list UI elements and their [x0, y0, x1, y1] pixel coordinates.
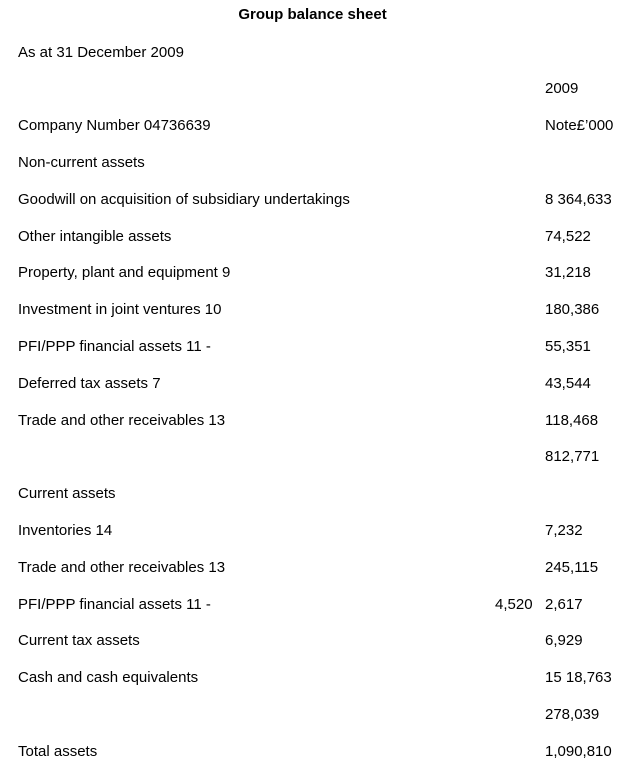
table-row — [0, 520, 625, 542]
row-value: 15 18,763 — [545, 669, 612, 686]
table-row — [0, 226, 625, 248]
row-label: Current assets — [18, 485, 116, 502]
row-label: PFI/PPP financial assets 11 - — [18, 596, 211, 613]
table-row — [0, 78, 625, 100]
row-label: Trade and other receivables 13 — [18, 412, 226, 429]
row-label: As at 31 December 2009 — [18, 44, 184, 61]
row-value: 31,218 — [545, 264, 591, 281]
row-value: 74,522 — [545, 228, 591, 245]
row-value: 1,090,810 — [545, 743, 612, 760]
row-value: 245,115 — [545, 559, 599, 576]
row-label: Trade and other receivables 13 — [18, 559, 226, 576]
table-row — [0, 115, 625, 137]
table-row — [0, 410, 625, 432]
row-value: 278,039 — [545, 706, 600, 723]
row-label: Deferred tax assets 7 — [18, 375, 161, 392]
row-value: 812,771 — [545, 448, 600, 465]
row-label: Investment in joint ventures 10 — [18, 301, 222, 318]
table-row — [0, 262, 625, 284]
section-heading — [0, 152, 625, 174]
row-value: 118,468 — [545, 412, 599, 429]
row-value: 8 364,633 — [545, 191, 612, 208]
subtotal-row — [0, 446, 625, 468]
row-label: Cash and cash equivalents — [18, 669, 199, 686]
row-label: Inventories 14 — [18, 522, 113, 539]
table-row — [0, 299, 625, 321]
row-label: Non-current assets — [18, 154, 145, 171]
table-row — [0, 630, 625, 652]
table-row — [0, 594, 625, 616]
total-row — [0, 741, 625, 763]
row-value: 7,232 — [545, 522, 583, 539]
row-label: Goodwill on acquisition of subsidiary undertakings — [18, 191, 350, 208]
row-label: Total assets — [18, 743, 98, 760]
table-row — [0, 42, 625, 64]
row-extra-value: 4,520 — [495, 596, 533, 613]
column-header-year: 2009 — [545, 80, 579, 97]
row-label: Other intangible assets — [18, 228, 172, 245]
table-row — [0, 189, 625, 211]
company-number: Company Number 04736639 — [18, 117, 211, 134]
row-value: 43,544 — [545, 375, 591, 392]
table-row — [0, 667, 625, 689]
page-title: Group balance sheet — [238, 6, 387, 23]
row-value: 180,386 — [545, 301, 600, 318]
row-value: 6,929 — [545, 632, 583, 649]
section-heading — [0, 483, 625, 505]
row-label: Current tax assets — [18, 632, 140, 649]
table-row — [0, 373, 625, 395]
row-value: 55,351 — [545, 338, 591, 355]
subtotal-row — [0, 704, 625, 726]
row-label: PFI/PPP financial assets 11 - — [18, 338, 211, 355]
row-label: Property, plant and equipment 9 — [18, 264, 231, 281]
table-row — [0, 557, 625, 579]
table-row — [0, 336, 625, 358]
row-value: 2,617 — [545, 596, 583, 613]
column-header-unit: Note£’000 — [545, 117, 614, 134]
